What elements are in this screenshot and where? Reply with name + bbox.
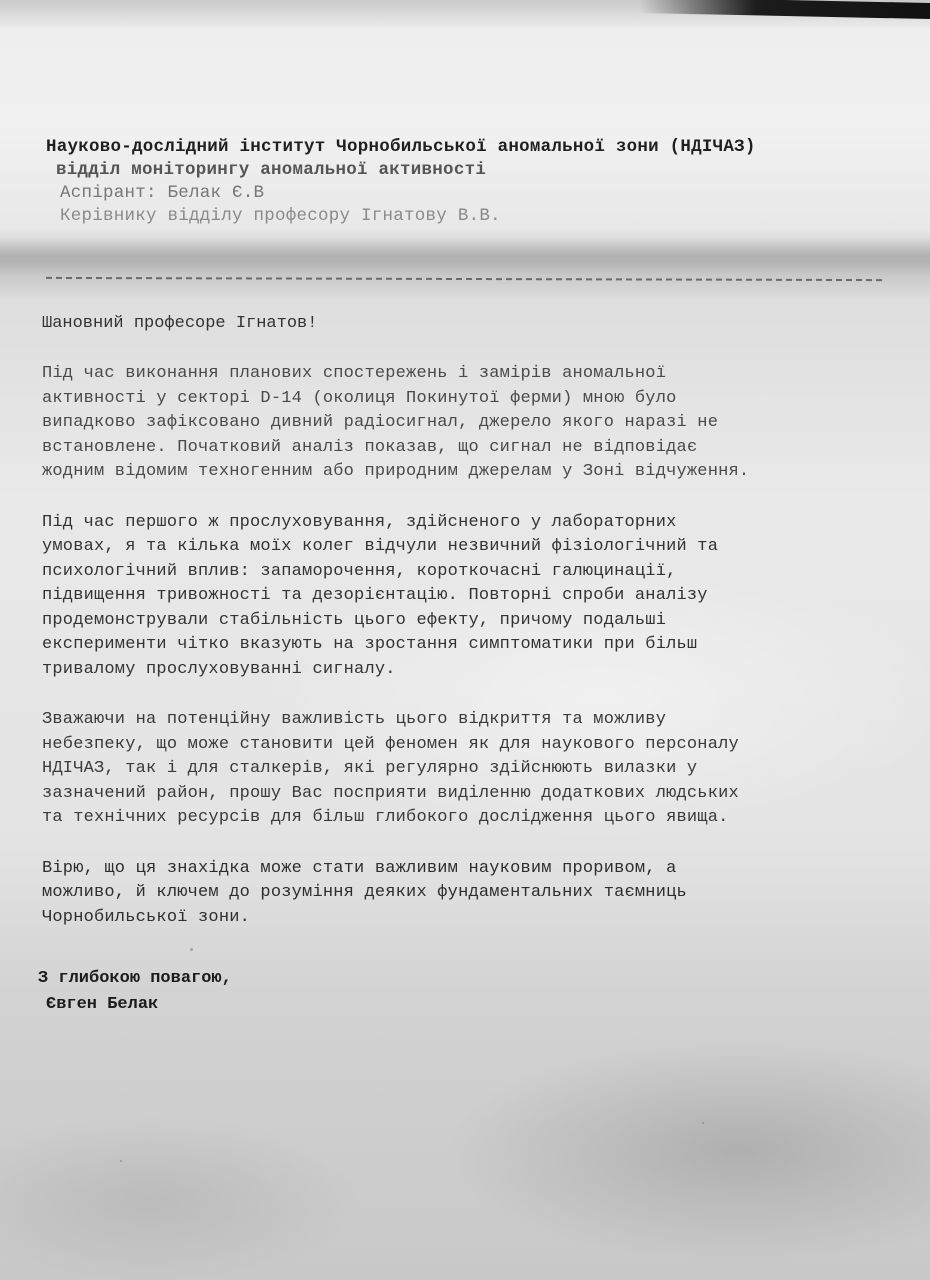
closing-phrase: З глибокою повагою,	[38, 969, 232, 988]
paragraph-line: небезпеку, що може становити цей феномен як для наукового персоналу	[42, 734, 739, 754]
paragraph-line: встановлене. Початковий аналіз показав, що сигнал не відповідає	[42, 437, 698, 457]
paragraph-line: експерименти чітко вказують на зростання симптоматики при більш	[42, 635, 698, 654]
paragraph-line: Чорнобильської зони.	[42, 907, 251, 927]
paragraph-line: умовах, я та кілька моїх колег відчули незвичний фізіологічний та	[42, 537, 719, 556]
paper-speck	[190, 948, 193, 951]
paragraph-line: можливо, й ключем до розуміння деяких фундаментальних таємниць	[42, 883, 687, 902]
header-divider	[46, 277, 882, 281]
recipient-line: Керівнику відділу професору Ігнатову В.В.	[60, 206, 501, 226]
paper-fold-shadow	[0, 238, 930, 274]
paper-speck	[702, 1122, 704, 1124]
paragraph-line: НДІЧАЗ, так і для сталкерів, які регулярно здійснюють вилазки у	[42, 759, 698, 778]
letter-closing	[38, 966, 232, 1018]
paragraph-1	[42, 362, 912, 485]
paragraph-4	[42, 857, 912, 931]
paragraph-line: продемонстрували стабільність цього ефекту, причому подальші	[42, 610, 667, 630]
paper-speck	[120, 1160, 122, 1162]
paragraph-line: тривалому прослуховуванні сигналу.	[42, 659, 396, 679]
paragraph-line: Під час першого ж прослуховування, здійсненого у лабораторних	[42, 512, 677, 532]
paragraph-line: Вірю, що ця знахідка може стати важливим науковим проривом, а	[42, 858, 677, 878]
paragraph-line: зазначений район, прошу Вас посприяти виділенню додаткових людських	[42, 783, 739, 803]
author-line: Аспірант: Белак Є.В	[60, 183, 265, 203]
paragraph-line: Зважаючи на потенційну важливість цього відкриття та можливу	[42, 710, 667, 729]
signature-name: Євген Белак	[46, 995, 159, 1014]
paragraph-line: психологічний вплив: запаморочення, короткочасні галюцинації,	[42, 561, 677, 581]
paragraph-line: підвищення тривожності та дезорієнтацію. Повторні спроби аналізу	[42, 586, 708, 605]
paragraph-line: випадково зафіксовано дивний радіосигнал, джерело якого наразі не	[42, 413, 719, 432]
paper-edge-shadow	[640, 0, 930, 19]
paragraph-line: жодним відомим техногенним або природним джерелам у Зоні відчуження.	[42, 462, 750, 481]
paragraph-line: та технічних ресурсів для більш глибокого дослідження цього явища.	[42, 808, 729, 827]
paragraph-2	[42, 511, 912, 683]
institute-name: Науково-дослідний інститут Чорнобильської аномальної зони (НДІЧАЗ)	[46, 137, 756, 157]
paragraph-line: активності у секторі D-14 (околиця Покинутої ферми) мною було	[42, 388, 677, 408]
paragraph-3	[42, 708, 912, 831]
letter-body	[42, 312, 912, 956]
paragraph-line: Під час виконання планових спостережень і замірів аномальної	[42, 364, 667, 383]
department-name: відділ моніторингу аномальної активності	[56, 160, 487, 180]
letter-header	[46, 136, 906, 228]
salutation: Шановний професоре Ігнатов!	[42, 314, 318, 333]
